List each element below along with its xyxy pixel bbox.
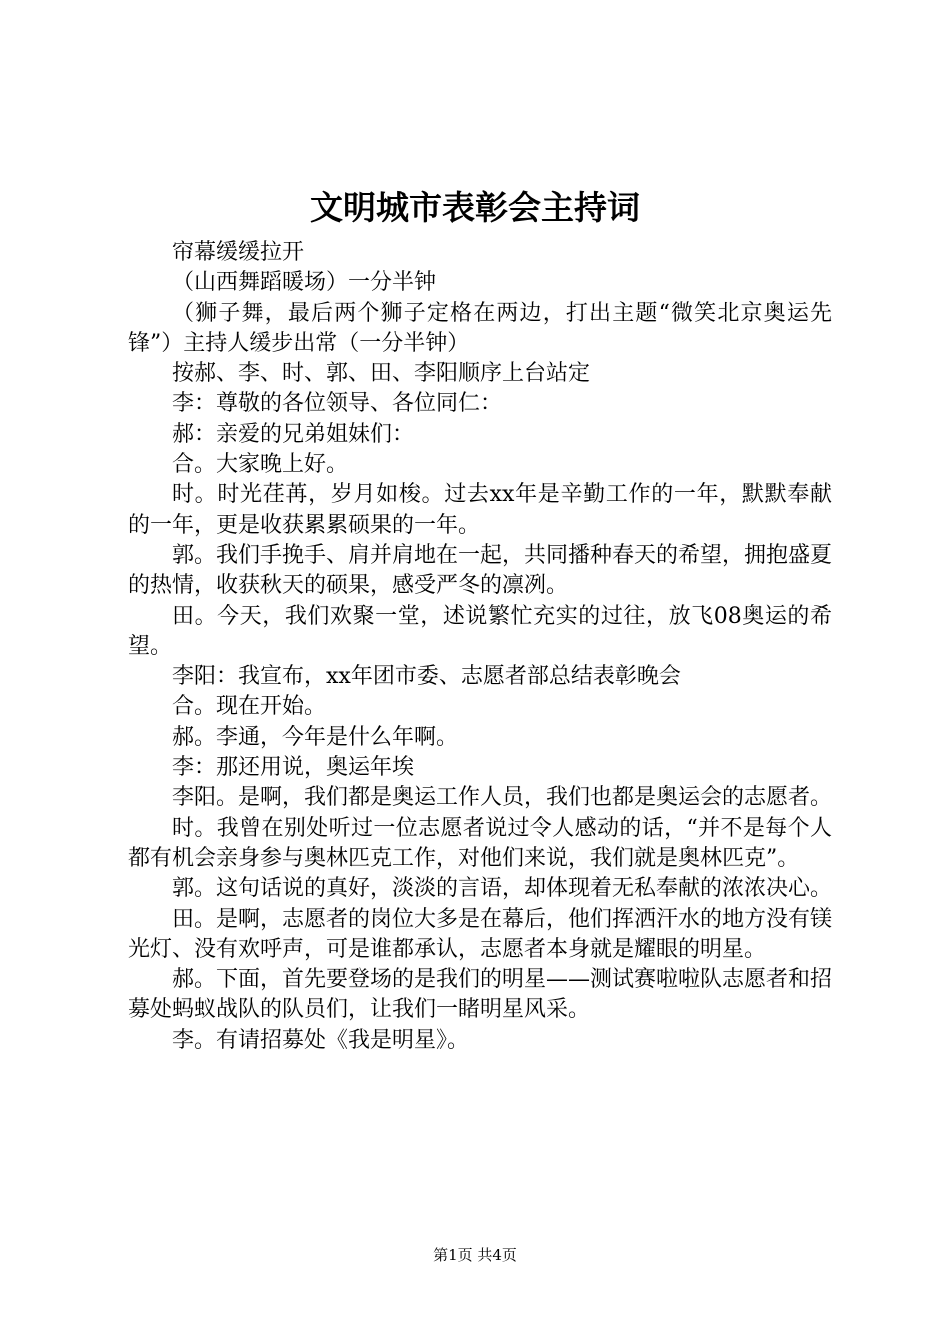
paragraph: 田。是啊，志愿者的岗位大多是在幕后，他们挥洒汗水的地方没有镁光灯、没有欢呼声，可是谁都承认，志愿者本身就是耀眼的明星。: [128, 906, 833, 962]
paragraph: 李：尊敬的各位领导、各位同仁：: [172, 391, 503, 417]
paragraph: 李阳。是啊，我们都是奥运工作人员，我们也都是奥运会的志愿者。: [172, 785, 833, 811]
paragraph: 郭。我们手挽手、肩并肩地在一起，共同播种春天的希望，拥抱盛夏的热情，收获秋天的硕果，感受严冬的凛冽。: [128, 542, 833, 599]
paragraph: （山西舞蹈暖场）一分半钟: [172, 270, 437, 296]
paragraph: 李。有请招募处《我是明星》。: [172, 1027, 470, 1053]
paragraph: 时。时光荏苒，岁月如梭。过去xx年是辛勤工作的一年，默默奉献的一年，更是收获累累硕果的一年。: [128, 482, 832, 538]
paragraph: 郝：亲爱的兄弟姐妹们：: [172, 421, 415, 447]
paragraph: 郝。李通，今年是什么年啊。: [172, 724, 459, 750]
document-body: [128, 238, 832, 1056]
paragraph: 李：那还用说，奥运年埃: [172, 755, 415, 781]
paragraph: 按郝、李、时、郭、田、李阳顺序上台站定: [172, 361, 591, 387]
paragraph: 时。我曾在别处听过一位志愿者说过令人感动的话，“并不是每个人都有机会亲身参与奥林匹克工作，对他们来说，我们就是奥林匹克”。: [128, 815, 832, 871]
paragraph: 郝。下面，首先要登场的是我们的明星——测试赛啦啦队志愿者和招募处蚂蚁战队的队员们，让我们一睹明星风采。: [128, 967, 833, 1023]
paragraph: 李阳：我宣布，xx年团市委、志愿者部总结表彰晚会: [172, 664, 681, 690]
paragraph: 帘幕缓缓拉开: [172, 240, 305, 265]
document-title: 文明城市表彰会主持词: [310, 188, 640, 227]
page-footer: 第1页 共4页: [433, 1246, 517, 1264]
paragraph: 合。现在开始。: [172, 694, 327, 720]
paragraph: （狮子舞，最后两个狮子定格在两边，打出主题“微笑北京奥运先锋”）主持人缓步出常（一分半钟）: [128, 300, 832, 356]
paragraph: 田。今天，我们欢聚一堂，述说繁忙充实的过往，放飞08奥运的希望。: [128, 603, 832, 659]
paragraph: 郭。这句话说的真好，淡淡的言语，却体现着无私奉献的浓浓决心。: [172, 876, 833, 902]
paragraph: 合。大家晚上好。: [172, 452, 349, 478]
